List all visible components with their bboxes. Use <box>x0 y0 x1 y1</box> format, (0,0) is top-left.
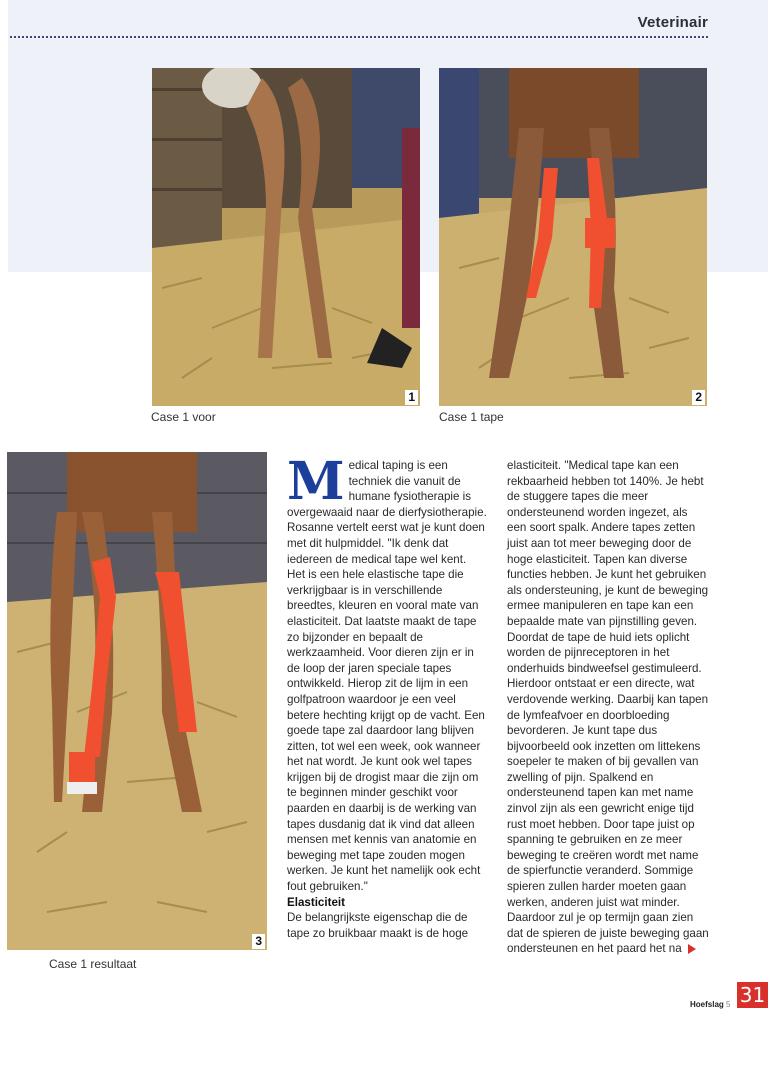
photo-1-number: 1 <box>405 390 418 405</box>
article-continued <box>507 458 709 957</box>
article-column-2 <box>507 458 709 957</box>
photo-1 <box>152 68 420 406</box>
article-column-1 <box>287 451 487 941</box>
photo-1-caption: Case 1 voor <box>151 410 216 424</box>
dotted-divider <box>10 36 708 38</box>
page-number: 31 <box>737 982 768 1008</box>
dropcap: M <box>287 451 345 512</box>
photo-2-number: 2 <box>692 390 705 405</box>
photo-3 <box>7 452 267 950</box>
photo-2-caption: Case 1 tape <box>439 410 504 424</box>
subheading-elasticiteit: Elasticiteit <box>287 895 345 909</box>
photo-3-caption: Case 1 resultaat <box>49 957 137 971</box>
article-intro <box>287 451 487 895</box>
photo-2-image <box>439 68 707 406</box>
section-label: Veterinair <box>637 14 708 31</box>
photo-1-image <box>152 68 420 406</box>
continued-text: elasticiteit. "Medical tape kan een rekbaarheid hebben tot 140%. Je hebt de stuggere tapes die meer ondersteunend worden ingezet, als een soort spalk. Andere tapes zetten juist aan tot meer beweging door de hoge elasticiteit. Tapen kan diverse functies hebben. Je kunt het gebruiken als ondersteuning, je kunt de beweging ermee manipuleren en tape kan een bepaalde mate van pijnstilling geven. Doordat de tape de huid iets oplicht worden de pijnreceptoren in het onderhuids bindweefsel gestimuleerd. Hierdoor ontstaat er een directe, wat verdovende werking. Daarbij kan tapen de lymfeafvoer en doorbloeding bevorderen. Je kunt tape dus bijvoorbeeld ook inzetten om littekens soepeler te maken of bij gevallen van zwelling of pijn. Spalkend en ondersteunend tapen kan met name zinvol zijn als een gewricht enige tijd rust moet hebben. Door tape juist op spanning te gebruiken en ze meer beweging te creëren wordt met name de spierfunctie veranderd. Sommige spieren zullen harder moeten gaan werken, anderen juist wat minder. Daardoor zul je op termijn gaan zien dat de spieren de juiste beweging gaan ondersteunen en het paard het na <box>507 459 709 956</box>
elasticiteit-text: De belangrijkste eigenschap die de tape zo bruikbaar maakt is de hoge <box>287 911 469 940</box>
photo-3-image <box>7 452 267 950</box>
intro-text: edical taping is een techniek die vanuit de humane fysiotherapie is overgewaaid naar de dierfysiotherapie. Rosanne vertelt eerst wat je kunt doen met dit hulpmiddel. "Ik denk dat iedereen de medical tape wel kent. Het is een hele elastische tape die verkrijgbaar is in verschillende breedtes, kleuren en vooral mate van elasticiteit. Dat laatste maakt de tape zo bijzonder en bepaalt de werkzaamheid. Voor dieren zijn er in de loop der jaren speciale tapes ontwikkeld. Hierop zit de lijm in een golfpatroon waardoor je een veel betere hechting krijgt op de vacht. Een goede tape zal daardoor lang blijven zitten, tot wel een week, ook wanneer het nat wordt. Je kunt ook wel tapes krijgen bij de drogist maar die zijn om te beginnen minder geschikt voor paarden en daarbij is de werking van tapes dusdanig dat ik vind dat alleen mensen met kennis van anatomie en beweging met tape zouden mogen werken. Je kunt het namelijk ook echt fout gebruiken." <box>287 459 487 894</box>
photo-2 <box>439 68 707 406</box>
continue-arrow-icon <box>688 944 696 954</box>
photo-3-number: 3 <box>252 934 265 949</box>
issue-number: 5 <box>726 1000 731 1009</box>
magazine-name: Hoefslag 5 <box>690 1000 731 1009</box>
